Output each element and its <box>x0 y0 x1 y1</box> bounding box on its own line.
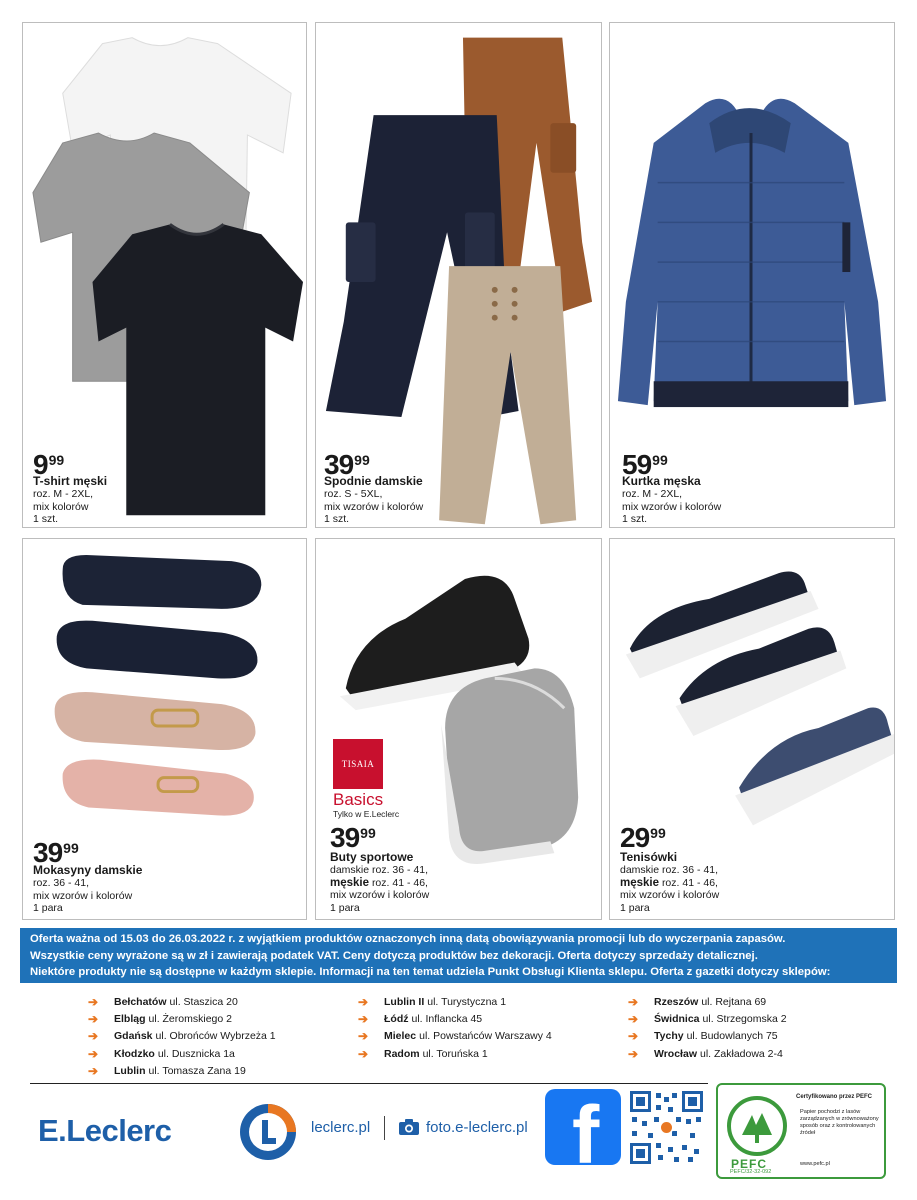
store-item: ➔ Wrocław ul. Zakładowa 2-4 <box>628 1046 787 1063</box>
arrow-right-icon: ➔ <box>358 1029 369 1044</box>
price: 2999 <box>620 822 666 853</box>
price: 999 <box>33 449 65 480</box>
pefc-label: PEFC <box>731 1157 768 1171</box>
camera-icon <box>399 1119 419 1135</box>
basics-label: Basics <box>333 790 384 809</box>
product-name: Kurtka męska <box>622 474 701 488</box>
arrow-right-icon: ➔ <box>358 1046 369 1061</box>
footer-divider <box>30 1083 708 1084</box>
arrow-right-icon: ➔ <box>628 1029 639 1044</box>
facebook-icon[interactable]: f <box>545 1089 621 1165</box>
store-item: ➔ Łódź ul. Inflancka 45 <box>358 1011 552 1028</box>
store-item: ➔ Radom ul. Toruńska 1 <box>358 1046 552 1063</box>
arrow-right-icon: ➔ <box>358 995 369 1009</box>
store-item: ➔ Gdańsk ul. Obrońców Wybrzeża 1 <box>88 1028 276 1045</box>
price: 5999 <box>622 449 668 480</box>
tisaia-basics-logo <box>333 739 399 819</box>
qr-code-icon[interactable] <box>628 1089 705 1166</box>
tshirt-image <box>23 23 306 527</box>
product-name: T-shirt męski <box>33 474 108 488</box>
arrow-right-icon: ➔ <box>88 1012 99 1027</box>
product-name: Tenisówki <box>620 850 678 864</box>
arrow-right-icon: ➔ <box>628 1012 639 1027</box>
only-label: Tylko w E.Leclerc <box>333 809 400 819</box>
terms-line-2: Wszystkie ceny wyrażone są w zł i zawierają podatek VAT. Ceny dotyczą produktów bez dekoracji. Oferta dotyczy sprzedaży detalicznej. <box>30 949 758 962</box>
arrow-right-icon: ➔ <box>88 1029 99 1044</box>
pefc-cert-title: Certyfikowano przez PEFC <box>796 1094 873 1100</box>
product-card-jacket[interactable] <box>609 22 895 528</box>
store-list-col-2 <box>358 994 552 1063</box>
store-item: ➔ Lublin II ul. Turystyczna 1 <box>358 994 552 1011</box>
store-item: ➔ Bełchatów ul. Staszica 20 <box>88 994 276 1011</box>
store-item: ➔ Lublin ul. Tomasza Zana 19 <box>88 1063 276 1080</box>
product-name: Buty sportowe <box>330 850 414 864</box>
leclerc-logo-icon <box>238 1102 298 1162</box>
terms-line-1: Oferta ważna od 15.03 do 26.03.2022 r. z wyjątkiem produktów oznaczonych inną datą obowiązywania promocji lub do wyczerpania zapasów. <box>30 933 786 945</box>
product-card-trousers[interactable] <box>315 22 602 528</box>
product-info: Tenisówki damskie roz. 36 - 41, męskie roz. 41 - 46, mix wzorów i kolorów 1 para <box>620 850 720 914</box>
price: 3999 <box>324 449 370 480</box>
product-info: Mokasyny damskie roz. 36 - 41, mix wzorów i kolorów 1 para <box>33 863 143 914</box>
store-item: ➔ Elbląg ul. Żeromskiego 2 <box>88 1011 276 1028</box>
product-info: Kurtka męska roz. M - 2XL, mix wzorów i kolorów 1 szt. <box>622 474 722 525</box>
pefc-code: PEFC/32-32-092 <box>730 1169 772 1175</box>
product-card-sneakers[interactable] <box>315 538 602 920</box>
arrow-right-icon: ➔ <box>88 1046 99 1061</box>
footer-separator <box>384 1116 385 1140</box>
price: 3999 <box>33 837 79 868</box>
pefc-description: Papier pochodzi z lasów zarządzanych w zrównoważony sposób oraz z kontrolowanych źródeł <box>800 1109 879 1136</box>
store-item: ➔ Kłodzko ul. Dusznicka 1a <box>88 1046 276 1063</box>
product-name: Mokasyny damskie <box>33 863 143 877</box>
pefc-certificate <box>716 1083 886 1179</box>
product-info: T-shirt męski roz. M - 2XL, mix kolorów 1 szt. <box>33 474 108 525</box>
product-name: Spodnie damskie <box>324 474 423 488</box>
terms-line-3: Niektóre produkty nie są dostępne w każdym sklepie. Informacji na ten temat udziela Punkt Obsługi Klienta sklepu. Oferta z gazetki dotyczy sklepów: <box>30 966 831 978</box>
arrow-right-icon: ➔ <box>358 1012 369 1027</box>
leclerc-wordmark: E.Leclerc <box>38 1113 172 1148</box>
store-item: ➔ Rzeszów ul. Rejtana 69 <box>628 994 787 1011</box>
store-list-col-1 <box>88 994 276 1080</box>
arrow-right-icon: ➔ <box>628 1046 639 1061</box>
arrow-right-icon: ➔ <box>628 995 639 1009</box>
pefc-url: www.pefc.pl <box>800 1161 830 1167</box>
tisaia-box: TISAIA <box>333 739 383 789</box>
leclerc-site-link[interactable]: leclerc.pl <box>311 1119 371 1136</box>
store-item: ➔ Tychy ul. Budowlanych 75 <box>628 1028 787 1045</box>
offer-terms-banner <box>20 928 897 983</box>
product-card-canvas-shoes[interactable] <box>609 538 895 920</box>
arrow-right-icon: ➔ <box>88 1063 99 1078</box>
price: 3999 <box>330 822 376 853</box>
product-info: Spodnie damskie roz. S - 5XL, mix wzorów i kolorów 1 szt. <box>324 474 424 525</box>
foto-site-link[interactable]: foto.e-leclerc.pl <box>426 1119 528 1136</box>
pefc-tree-icon <box>726 1095 788 1157</box>
store-list-col-3 <box>628 994 787 1063</box>
arrow-right-icon: ➔ <box>88 995 99 1009</box>
product-info: Buty sportowe damskie roz. 36 - 41, męskie roz. 41 - 46, mix wzorów i kolorów 1 para <box>330 850 430 914</box>
store-item: ➔ Mielec ul. Powstańców Warszawy 4 <box>358 1028 552 1045</box>
product-card-loafers[interactable] <box>22 538 307 920</box>
product-card-tshirt[interactable] <box>22 22 307 528</box>
store-item: ➔ Świdnica ul. Strzegomska 2 <box>628 1011 787 1028</box>
